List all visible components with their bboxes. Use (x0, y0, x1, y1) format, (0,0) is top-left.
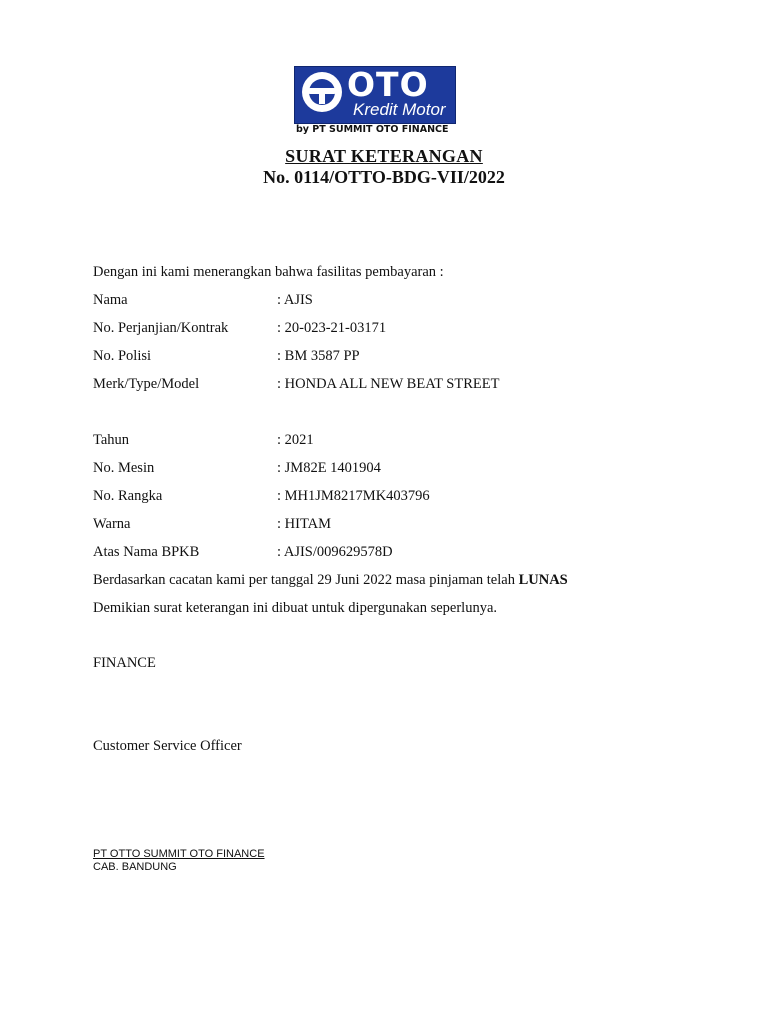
field-value: : BM 3587 PP (277, 348, 360, 364)
field-label: No. Rangka (93, 488, 163, 504)
field-label: Warna (93, 516, 131, 532)
document-number: No. 0114/OTTO-BDG-VII/2022 (263, 167, 505, 187)
field-value: : MH1JM8217MK403796 (277, 488, 430, 504)
signature-department: FINANCE (93, 655, 156, 671)
steering-wheel-icon (302, 72, 342, 112)
field-value: : HITAM (277, 516, 332, 532)
signature-role: Customer Service Officer (93, 738, 242, 754)
field-value: : AJIS/009629578D (277, 544, 393, 560)
status-lunas: LUNAS (518, 572, 568, 588)
field-label: Nama (93, 292, 128, 308)
field-label: No. Polisi (93, 348, 152, 364)
field-label: No. Mesin (93, 460, 155, 476)
field-label: Tahun (93, 432, 130, 448)
field-label: Merk/Type/Model (93, 376, 200, 392)
logo-brand-text: OTO (347, 65, 429, 104)
document-title: SURAT KETERANGAN (285, 146, 483, 166)
statement-line (93, 572, 568, 589)
intro-text: Dengan ini kami menerangkan bahwa fasilitas pembayaran : (93, 264, 444, 280)
logo-byline: by PT SUMMIT OTO FINANCE (296, 124, 449, 135)
field-value: : 20-023-21-03171 (277, 320, 387, 336)
field-value: : AJIS (277, 292, 313, 308)
footer-branch: CAB. BANDUNG (93, 861, 177, 873)
field-value: : 2021 (277, 432, 314, 448)
logo-subtitle: Kredit Motor (353, 100, 446, 119)
field-value: : JM82E 1401904 (277, 460, 381, 476)
statement-text: Berdasarkan cacatan kami per tanggal 29 Juni 2022 masa pinjaman telah (93, 572, 519, 588)
field-label: No. Perjanjian/Kontrak (93, 320, 229, 336)
logo-banner (294, 66, 456, 124)
closing-text: Demikian surat keterangan ini dibuat untuk dipergunakan seperlunya. (93, 600, 498, 616)
field-value: : HONDA ALL NEW BEAT STREET (277, 376, 500, 392)
company-logo (294, 66, 457, 138)
field-label: Atas Nama BPKB (93, 544, 200, 560)
footer-company: PT OTTO SUMMIT OTO FINANCE (93, 848, 265, 860)
